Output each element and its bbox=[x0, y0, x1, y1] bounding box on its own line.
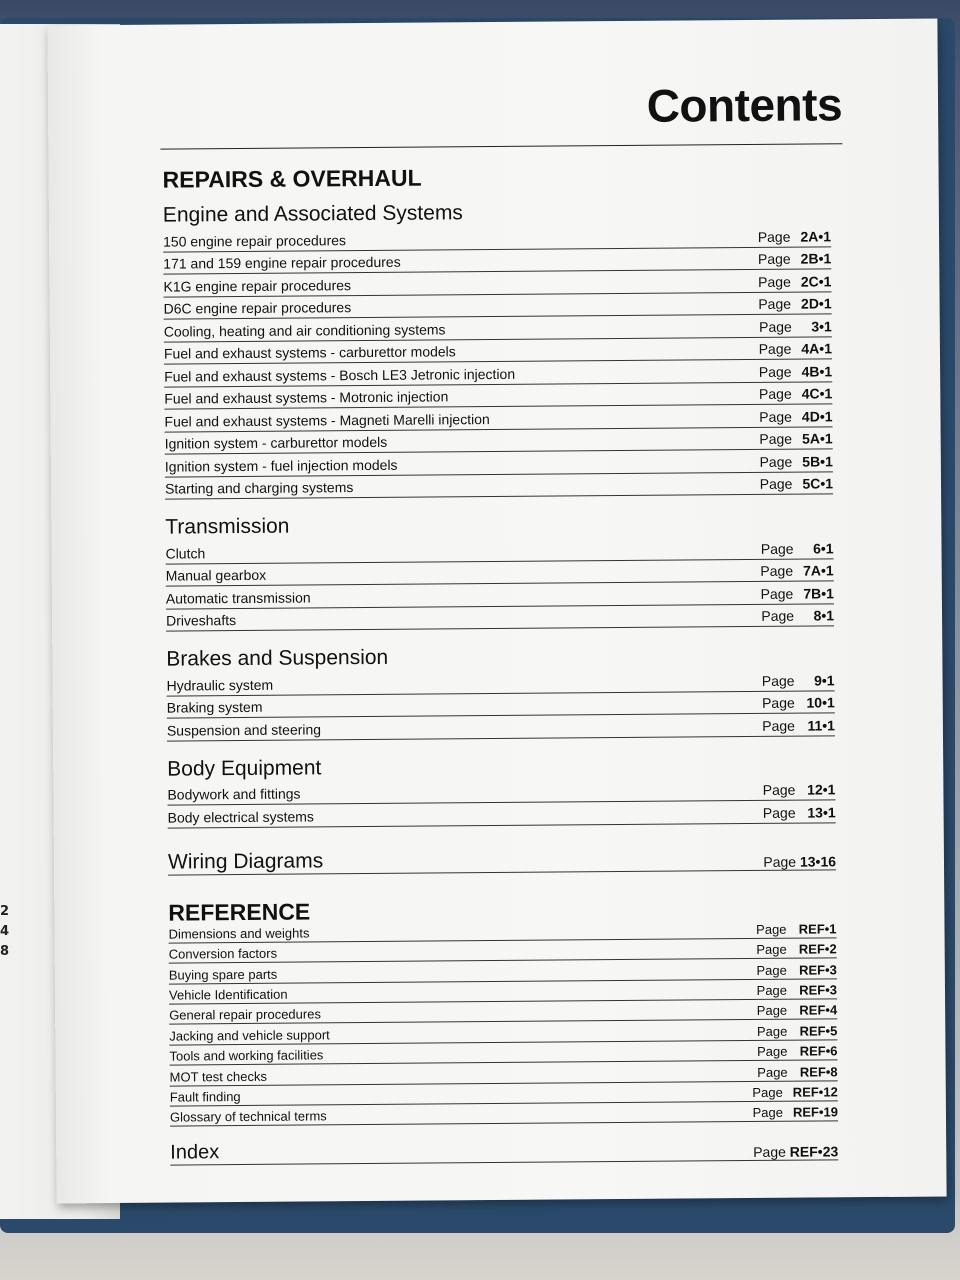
contents-group bbox=[166, 642, 835, 741]
page-word: Page bbox=[759, 318, 792, 335]
wiring-diagrams-label: Wiring Diagrams bbox=[167, 848, 324, 874]
page-number: 11•1 bbox=[807, 716, 835, 734]
page-word: Page bbox=[760, 585, 794, 602]
page-number: 4D•1 bbox=[801, 407, 833, 425]
page-number: 4C•1 bbox=[801, 385, 833, 402]
entry-label: Fault finding bbox=[169, 1089, 241, 1105]
entry-label: Suspension and steering bbox=[166, 720, 322, 739]
entry-label: Vehicle Identification bbox=[168, 986, 288, 1003]
page-number: 8•1 bbox=[813, 607, 835, 624]
entry-page bbox=[758, 272, 831, 292]
entry-label: Jacking and vehicle support bbox=[169, 1027, 330, 1044]
entry-label: Driveshafts bbox=[166, 612, 237, 629]
entry-label: Ignition system - fuel injection models bbox=[164, 456, 398, 475]
entry-label: Ignition system - carburettor models bbox=[164, 433, 388, 452]
entry-page bbox=[757, 1022, 838, 1040]
page-number: REF•4 bbox=[799, 1002, 838, 1019]
entry-page bbox=[757, 1002, 838, 1020]
entry-label: Fuel and exhaust systems - Motronic injection bbox=[164, 388, 449, 407]
page-number: 10•1 bbox=[806, 694, 835, 711]
page-number: REF•6 bbox=[799, 1043, 838, 1059]
entry-label: Manual gearbox bbox=[165, 566, 267, 584]
entry-label: Automatic transmission bbox=[165, 588, 311, 607]
contents-entry bbox=[166, 604, 834, 632]
page-word: Page bbox=[759, 430, 793, 447]
page-number: 2D•1 bbox=[800, 295, 832, 312]
entry-page bbox=[759, 407, 832, 427]
page-word: Page bbox=[760, 562, 794, 579]
group-title: Brakes and Suspension bbox=[166, 645, 389, 671]
entry-page bbox=[752, 1083, 838, 1101]
left-page-fragment: 4 bbox=[0, 924, 10, 939]
entry-page bbox=[761, 606, 834, 626]
page-number: REF•5 bbox=[799, 1023, 838, 1039]
reference-section bbox=[168, 896, 838, 1166]
left-page-fragment: 8 bbox=[0, 944, 10, 959]
page-number: REF•3 bbox=[798, 962, 837, 978]
page-word: Page bbox=[758, 295, 792, 312]
entry-page bbox=[761, 584, 834, 604]
contents-group bbox=[165, 510, 834, 631]
entry-page bbox=[762, 671, 835, 691]
index-page bbox=[753, 1144, 838, 1161]
wiring-diagrams-page bbox=[763, 853, 836, 870]
page-word: Page bbox=[761, 607, 795, 624]
entry-page bbox=[760, 561, 833, 581]
page-word: Page bbox=[756, 982, 788, 999]
entry-label: Body electrical systems bbox=[167, 807, 314, 826]
entry-label: Fuel and exhaust systems - Magneti Marelli injection bbox=[164, 410, 490, 430]
page-number: 13•16 bbox=[799, 852, 837, 870]
page-number: 2A•1 bbox=[800, 227, 832, 245]
page-number: 2C•1 bbox=[800, 272, 832, 290]
page-number: REF•2 bbox=[798, 941, 837, 957]
page-word: Page bbox=[762, 804, 796, 821]
section-heading-repairs: REPAIRS & OVERHAUL bbox=[162, 164, 422, 193]
page-title: Contents bbox=[646, 78, 843, 132]
page-number: 7B•1 bbox=[803, 584, 834, 602]
contents-group bbox=[167, 752, 836, 828]
title-divider bbox=[160, 143, 842, 149]
entry-page bbox=[759, 339, 832, 359]
entry-page bbox=[762, 693, 835, 713]
page-number: 7A•1 bbox=[803, 562, 834, 579]
page-word: Page bbox=[758, 385, 792, 402]
entry-page bbox=[759, 429, 832, 449]
repairs-groups bbox=[163, 198, 836, 828]
page-number: 13•1 bbox=[807, 803, 836, 821]
page-number: 5C•1 bbox=[802, 475, 834, 492]
page-word: Page bbox=[758, 273, 791, 290]
entry-label: Clutch bbox=[165, 544, 206, 562]
entry-page bbox=[758, 227, 831, 247]
page-number: 5B•1 bbox=[802, 452, 833, 470]
contents-entry bbox=[165, 472, 833, 500]
page-word: Page bbox=[757, 228, 791, 245]
entry-label: Fuel and exhaust systems - carburettor models bbox=[163, 343, 456, 362]
entry-page bbox=[759, 362, 832, 382]
entry-page bbox=[756, 961, 837, 979]
page-word: Page bbox=[761, 694, 795, 711]
entry-label: D6C engine repair procedures bbox=[163, 299, 352, 317]
entry-label: General repair procedures bbox=[169, 1006, 321, 1024]
page-word: Page bbox=[757, 1064, 788, 1080]
entry-label: Cooling, heating and air conditioning systems bbox=[163, 320, 446, 340]
entry-page bbox=[759, 384, 832, 404]
group-title: Engine and Associated Systems bbox=[162, 201, 463, 227]
entry-page bbox=[752, 1104, 838, 1122]
contents-page bbox=[47, 19, 946, 1204]
page-word: Page bbox=[756, 1003, 788, 1019]
page-number: REF•23 bbox=[789, 1143, 839, 1161]
entry-page bbox=[758, 249, 831, 269]
entry-page bbox=[763, 803, 836, 823]
entry-page bbox=[760, 474, 833, 494]
page-word: Page bbox=[758, 363, 792, 380]
page-number: 4B•1 bbox=[801, 362, 833, 380]
page-word: Page bbox=[762, 717, 795, 734]
page-word: Page bbox=[756, 921, 787, 937]
page-word: Page bbox=[756, 962, 787, 978]
page-number: 2B•1 bbox=[800, 250, 832, 267]
contents-entry bbox=[170, 1101, 838, 1127]
entry-page bbox=[759, 452, 832, 472]
page-word: Page bbox=[752, 1084, 783, 1101]
page-word: Page bbox=[757, 250, 791, 267]
entry-label: 150 engine repair procedures bbox=[163, 231, 347, 250]
page-word: Page bbox=[752, 1105, 783, 1121]
entry-page bbox=[758, 294, 831, 314]
page-word: Page bbox=[759, 453, 793, 470]
entry-label: Bodywork and fittings bbox=[167, 785, 301, 803]
entry-page bbox=[756, 920, 837, 938]
page-number: 5A•1 bbox=[801, 430, 833, 447]
page-number: REF•3 bbox=[799, 982, 838, 998]
entry-page bbox=[757, 1063, 838, 1081]
page-word: Page bbox=[758, 340, 792, 357]
entry-label: Fuel and exhaust systems - Bosch LE3 Jetronic injection bbox=[164, 365, 516, 385]
entry-page bbox=[761, 539, 834, 559]
page-number: REF•1 bbox=[798, 921, 837, 937]
page-word: Page bbox=[760, 540, 794, 557]
wiring-diagrams-row bbox=[168, 839, 836, 875]
index-row bbox=[170, 1130, 838, 1166]
entry-label: MOT test checks bbox=[169, 1068, 268, 1085]
page-number: REF•8 bbox=[799, 1063, 838, 1080]
page-word: Page bbox=[762, 781, 796, 798]
entry-label: Hydraulic system bbox=[166, 676, 274, 694]
page-word: Page bbox=[756, 942, 787, 958]
entry-label: Tools and working facilities bbox=[169, 1047, 324, 1064]
index-label: Index bbox=[170, 1141, 220, 1164]
entry-label: Conversion factors bbox=[168, 946, 278, 962]
entry-page bbox=[762, 716, 835, 736]
group-title: Body Equipment bbox=[167, 755, 322, 781]
page-word: Page bbox=[759, 475, 793, 492]
section-heading-reference: REFERENCE bbox=[168, 897, 311, 926]
group-title: Transmission bbox=[165, 514, 290, 539]
page-number: 9•1 bbox=[814, 671, 835, 689]
page-word: Page bbox=[756, 1023, 788, 1039]
entry-label: Braking system bbox=[166, 698, 263, 716]
page-number: 12•1 bbox=[807, 781, 836, 798]
contents-entry bbox=[167, 713, 835, 741]
page-number: REF•12 bbox=[792, 1084, 838, 1100]
entry-page bbox=[759, 317, 832, 337]
reference-entries bbox=[168, 918, 838, 1127]
page-number: 3•1 bbox=[811, 317, 832, 335]
entry-label: 171 and 159 engine repair procedures bbox=[163, 253, 401, 272]
entry-page bbox=[757, 1043, 838, 1061]
entry-label: K1G engine repair procedures bbox=[163, 276, 352, 295]
page-word: Page bbox=[757, 1043, 788, 1060]
contents-list bbox=[162, 161, 838, 1166]
contents-entry bbox=[168, 800, 836, 828]
page-word: Page bbox=[761, 672, 795, 689]
page-word: Page bbox=[763, 853, 797, 870]
entry-label: Dimensions and weights bbox=[168, 925, 310, 942]
page-word: Page bbox=[759, 408, 792, 425]
entry-page bbox=[763, 780, 836, 800]
left-page-fragment: 2 bbox=[0, 904, 10, 919]
entry-label: Starting and charging systems bbox=[164, 479, 354, 497]
page-number: 4A•1 bbox=[801, 340, 833, 357]
entry-label: Glossary of technical terms bbox=[169, 1108, 327, 1125]
entry-page bbox=[756, 941, 837, 959]
entry-label: Buying spare parts bbox=[168, 966, 278, 983]
page-number: 6•1 bbox=[812, 539, 834, 557]
contents-group bbox=[163, 198, 833, 499]
page-word: Page bbox=[753, 1144, 786, 1161]
page-number: REF•19 bbox=[792, 1104, 839, 1121]
entry-page bbox=[757, 981, 838, 999]
